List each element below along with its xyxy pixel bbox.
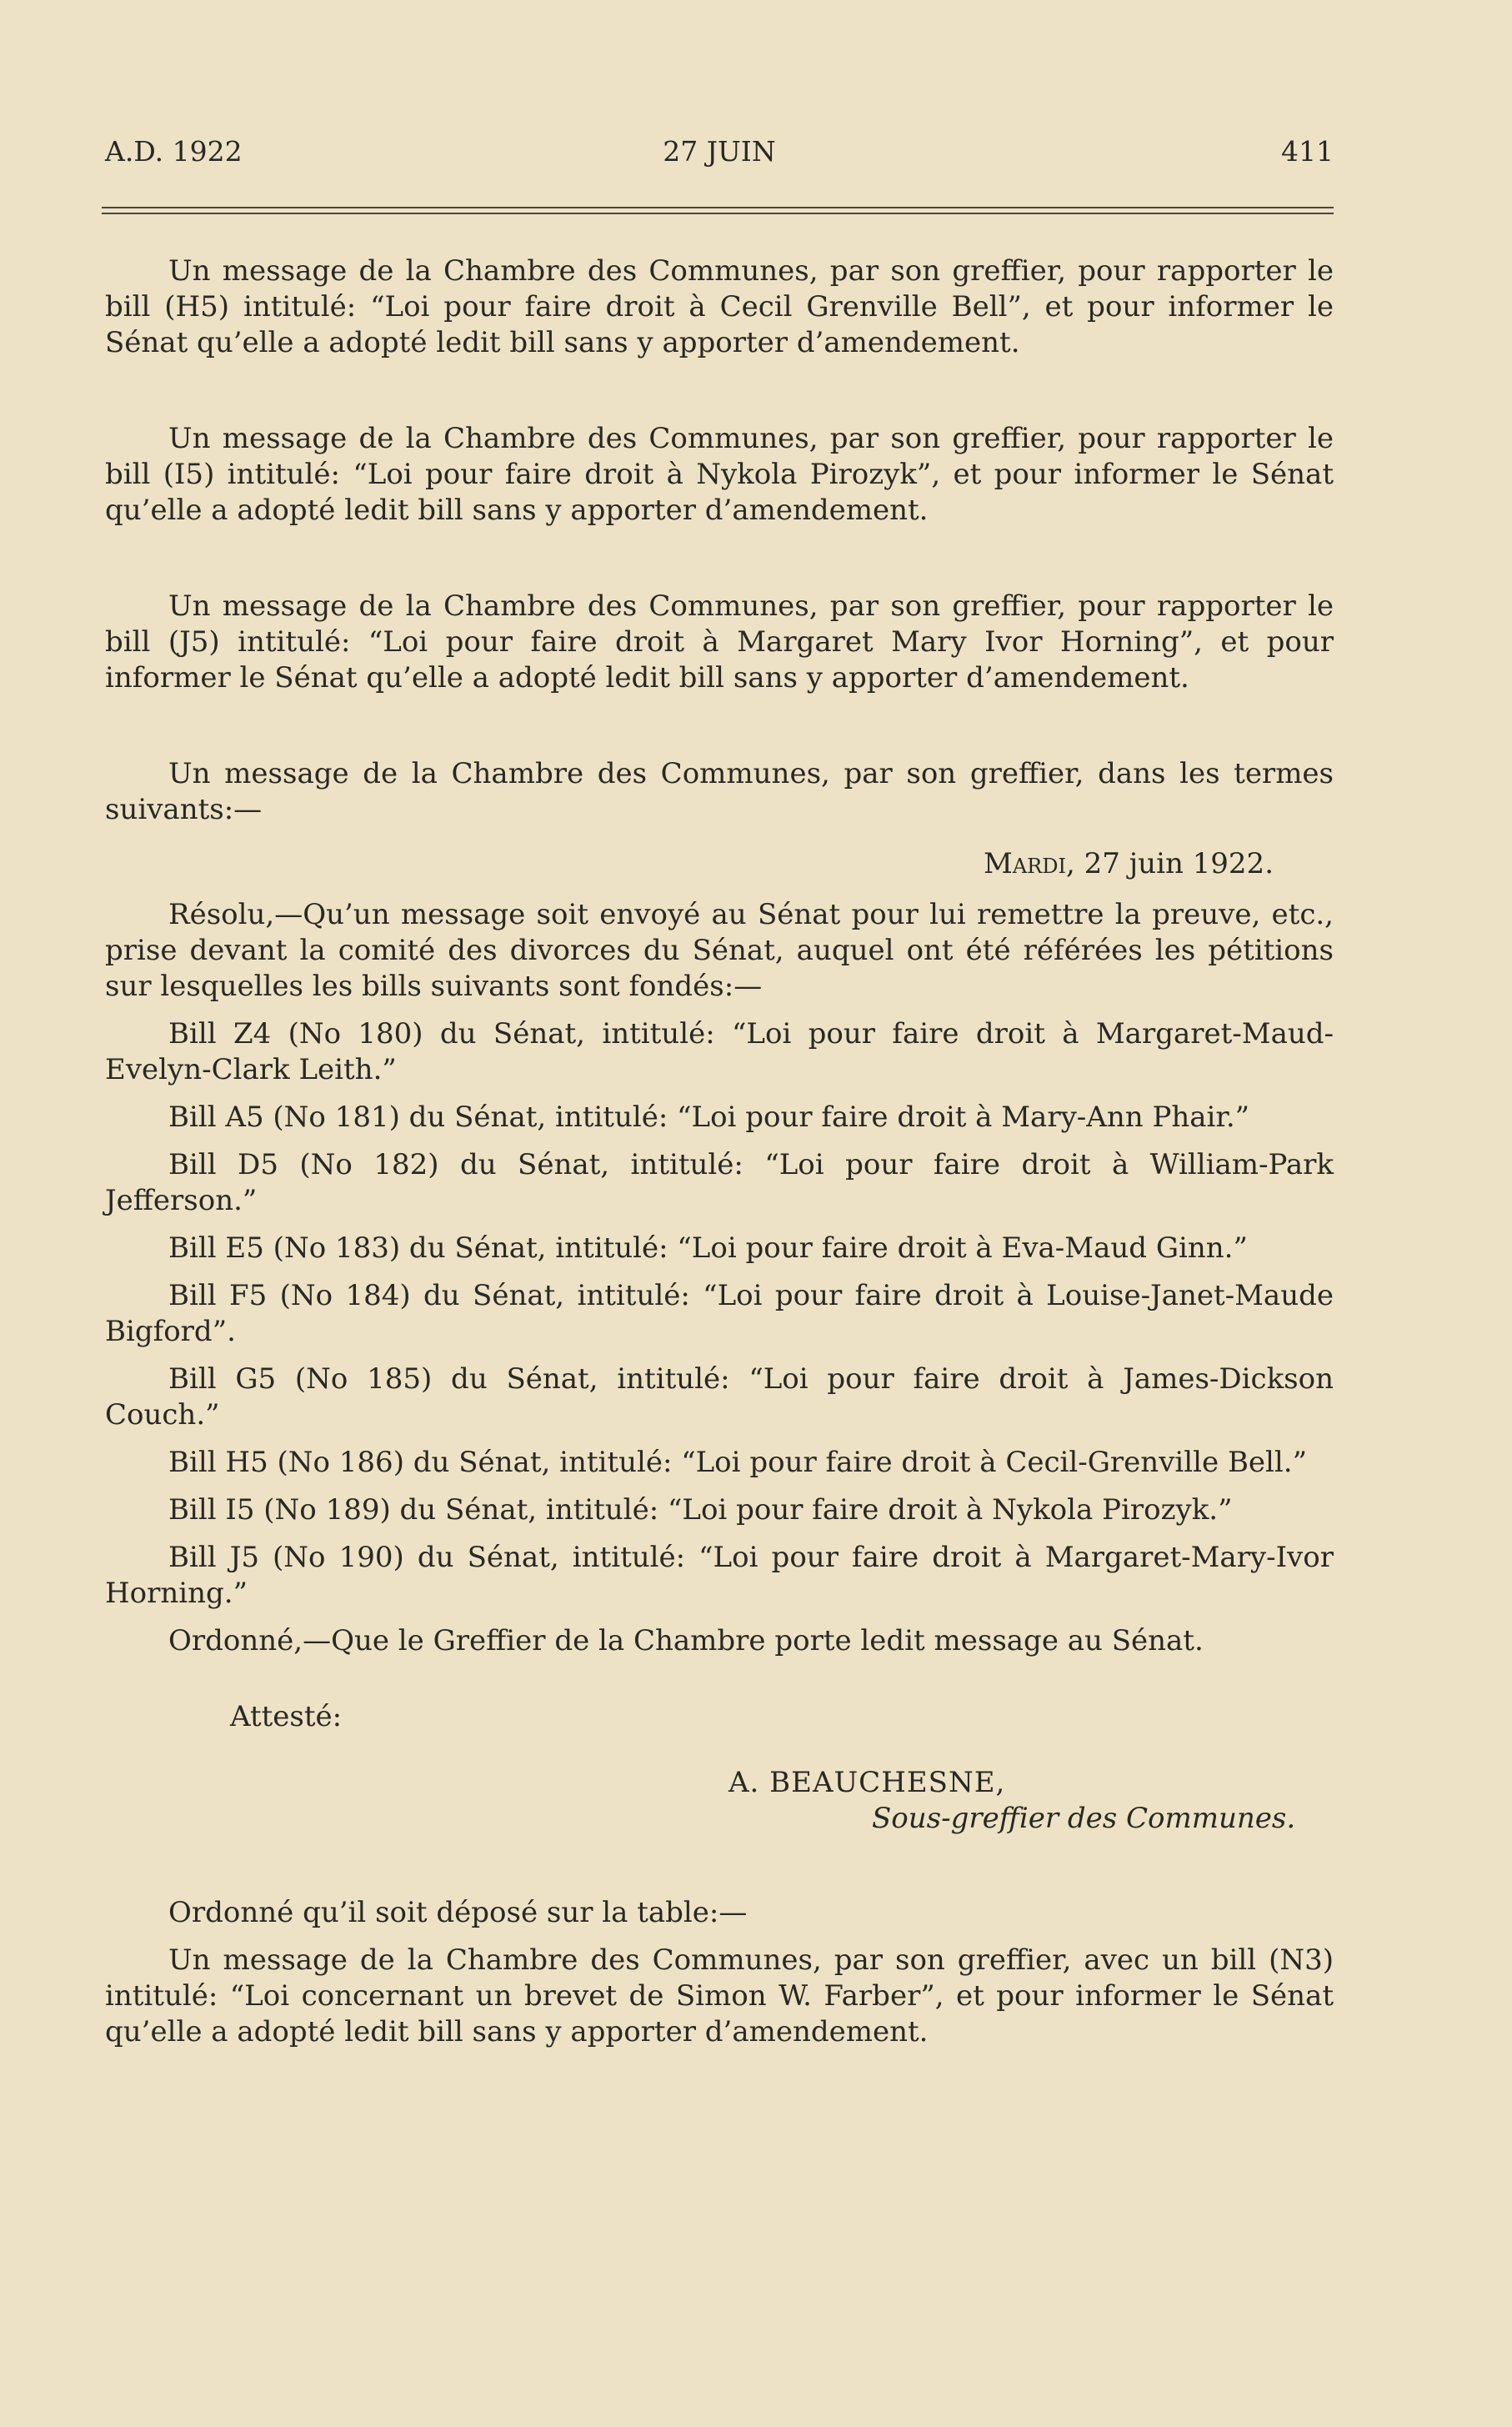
bill-item: Bill G5 (No 185) du Sénat, intitulé: “Loi pour faire droit à James-Dickson Couch.” (105, 1362, 1334, 1432)
bill-item: Bill D5 (No 182) du Sénat, intitulé: “Loi pour faire droit à William-Park Jefferson.” (105, 1148, 1334, 1217)
signature-title: Sous-greffier des Communes. (872, 1802, 1296, 1835)
resolu-paragraph: Résolu,—Qu’un message soit envoyé au Sénat pour lui remettre la preuve, etc., prise devant la comité des divorces du Sénat, auquel ont été référées les pétitions sur lesquelles les bills suivants sont fondés:— (105, 898, 1334, 1003)
header-rule-top (102, 207, 1334, 208)
bill-item: Bill I5 (No 189) du Sénat, intitulé: “Loi pour faire droit à Nykola Pirozyk.” (168, 1493, 1233, 1527)
message-date-rest: 27 juin 1922. (1074, 847, 1274, 880)
message-date (105, 846, 1334, 882)
ordonne-paragraph: Ordonné,—Que le Greffier de la Chambre porte ledit message au Sénat. (168, 1624, 1204, 1657)
message-paragraph-j5: Un message de la Chambre des Communes, par son greffier, pour rapporter le bill (J5) intitulé: “Loi pour faire droit à Margaret Mary Ivor Horning”, et pour informer le Sénat qu’elle a adopté ledit bill sans y apporter d’amendement. (105, 589, 1334, 695)
page-number: 411 (1281, 135, 1334, 168)
page-header (105, 135, 1334, 172)
bill-item: Bill F5 (No 184) du Sénat, intitulé: “Loi pour faire droit à Louise-Janet-Maude Bigford”. (105, 1279, 1334, 1348)
bill-item: Bill E5 (No 183) du Sénat, intitulé: “Loi pour faire droit à Eva-Maud Ginn.” (168, 1231, 1248, 1265)
message-paragraph-n3: Un message de la Chambre des Communes, par son greffier, avec un bill (N3) intitulé: “Loi concernant un brevet de Simon W. Farber”, et pour informer le Sénat qu’elle a adopté ledit bill sans y apporter d’amendement. (105, 1943, 1334, 2048)
message-paragraph-i5: Un message de la Chambre des Communes, par son greffier, pour rapporter le bill (I5) intitulé: “Loi pour faire droit à Nykola Pirozyk”, et pour informer le Sénat qu’elle a adopté ledit bill sans y apporter d’amendement. (105, 422, 1334, 527)
message-date-day: Mardi, (984, 847, 1075, 880)
header-date: 27 JUIN (663, 135, 776, 168)
message-intro: Un message de la Chambre des Communes, par son greffier, dans les termes suivants:— (105, 757, 1334, 826)
bill-item: Bill Z4 (No 180) du Sénat, intitulé: “Loi pour faire droit à Margaret-Maud-Evelyn-Clark Leith.” (105, 1017, 1334, 1086)
bill-item: Bill J5 (No 190) du Sénat, intitulé: “Loi pour faire droit à Margaret-Mary-Ivor Horning.” (105, 1541, 1334, 1610)
bill-item: Bill A5 (No 181) du Sénat, intitulé: “Loi pour faire droit à Mary-Ann Phair.” (168, 1101, 1250, 1134)
bill-item: Bill H5 (No 186) du Sénat, intitulé: “Loi pour faire droit à Cecil-Grenville Bell.” (168, 1446, 1307, 1479)
ordonne-table-paragraph: Ordonné qu’il soit déposé sur la table:— (168, 1896, 748, 1929)
message-paragraph-h5: Un message de la Chambre des Communes, par son greffier, pour rapporter le bill (H5) intitulé: “Loi pour faire droit à Cecil Grenville Bell”, et pour informer le Sénat qu’elle a adopté ledit bill sans y apporter d’amendement. (105, 254, 1334, 359)
header-rule-bottom (102, 213, 1334, 214)
signature-name: A. BEAUCHESNE, (728, 1766, 1006, 1799)
attestation-label: Attesté: (230, 1700, 343, 1733)
page-body (105, 253, 1334, 2050)
header-year: A.D. 1922 (105, 135, 243, 168)
